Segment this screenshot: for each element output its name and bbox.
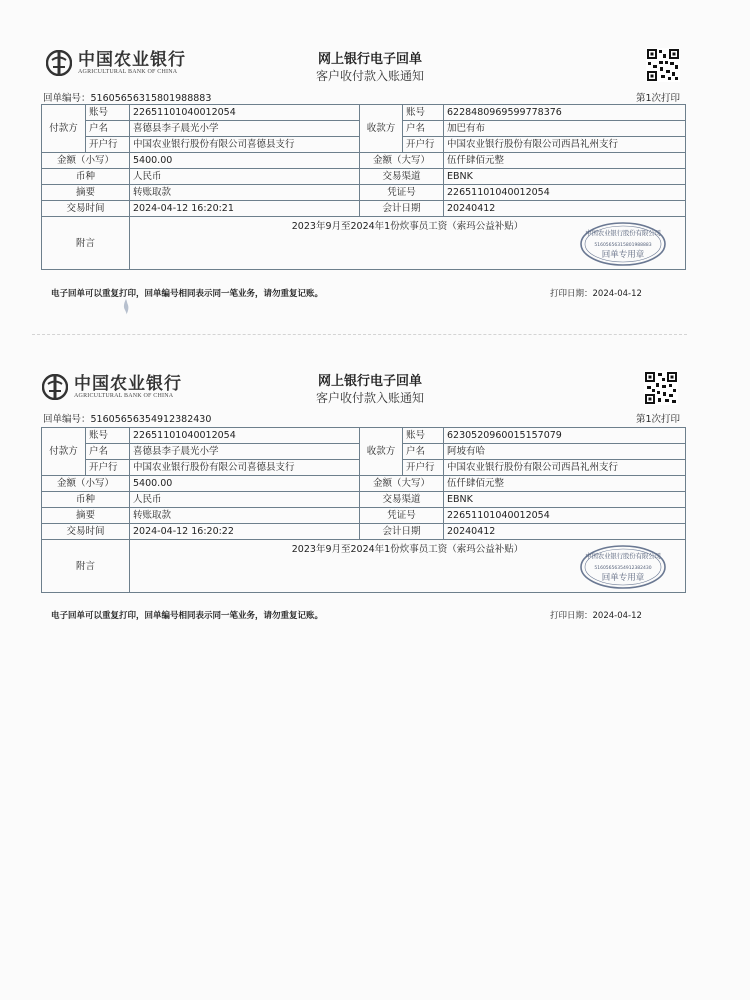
voucher: 22651101040012054	[444, 508, 686, 524]
print-date-value: 2024-04-12	[592, 611, 642, 621]
amount-num: 5400.00	[130, 153, 360, 169]
table-row	[42, 540, 686, 593]
amount-cn: 伍仟肆佰元整	[444, 476, 686, 492]
payee-account: 6228480969599778376	[444, 105, 686, 121]
abc-logo-icon	[42, 374, 68, 400]
trade-time: 2024-04-12 16:20:21	[130, 201, 360, 217]
summary-label: 摘要	[42, 508, 130, 524]
payer-account: 22651101040012054	[130, 428, 360, 444]
summary: 转账取款	[130, 508, 360, 524]
table-row	[42, 169, 686, 185]
footer-note: 电子回单可以重复打印，回单编号相同表示同一笔业务，请勿重复记账。	[51, 289, 324, 299]
payee-label: 收款方	[360, 105, 403, 153]
payer-name: 喜德县李子晨光小学	[130, 444, 360, 460]
payee-name-label: 户名	[403, 121, 444, 137]
stamp-number: 51605656354912382430	[594, 566, 652, 571]
amount-cn-label: 金额（大写）	[360, 476, 444, 492]
receipt-no-label: 回单编号：	[43, 93, 91, 104]
payer-bank: 中国农业银行股份有限公司喜德县支行	[130, 137, 360, 153]
payer-label: 付款方	[42, 105, 86, 153]
print-count: 第1次打印	[636, 414, 681, 425]
print-date-value: 2024-04-12	[592, 289, 642, 299]
voucher-label: 凭证号	[360, 508, 444, 524]
memo: 2023年9月至2024年1份炊事员工资（索玛公益补贴）	[291, 221, 524, 232]
summary-label: 摘要	[42, 185, 130, 201]
currency-label: 币种	[42, 169, 130, 185]
subtitle: 客户收付款入账通知	[315, 391, 424, 405]
table-row	[42, 492, 686, 508]
abc-logo-icon	[46, 50, 72, 76]
page-divider	[32, 334, 687, 335]
payer-bank-label: 开户行	[86, 460, 130, 476]
stamp-label: 回单专用章	[601, 573, 645, 583]
memo-cell	[130, 540, 686, 593]
stamp-ring-text: 中国农业银行股份有限公司	[585, 229, 661, 237]
smudge-mark	[121, 298, 131, 316]
bank-logo	[46, 50, 186, 76]
payer-label: 付款方	[42, 428, 86, 476]
memo-cell	[130, 217, 686, 270]
payee-name: 加巴有布	[444, 121, 686, 137]
bank-name-en: AGRICULTURAL BANK OF CHINA	[78, 69, 178, 75]
payee-bank-label: 开户行	[403, 460, 444, 476]
voucher-label: 凭证号	[360, 185, 444, 201]
payer-account: 22651101040012054	[130, 105, 360, 121]
title: 网上银行电子回单	[317, 52, 422, 67]
payee-label: 收款方	[360, 428, 403, 476]
receipt-table	[41, 427, 686, 593]
payee-name: 阿坡有哈	[444, 444, 686, 460]
table-row	[42, 508, 686, 524]
payee-account-label: 账号	[403, 428, 444, 444]
amount-cn-label: 金额（大写）	[360, 153, 444, 169]
print-count: 第1次打印	[636, 93, 681, 104]
receipt-no	[43, 411, 211, 425]
memo: 2023年9月至2024年1份炊事员工资（索玛公益补贴）	[291, 544, 524, 555]
doc-title	[250, 374, 490, 406]
payee-bank: 中国农业银行股份有限公司西昌礼州支行	[444, 137, 686, 153]
payer-name-label: 户名	[86, 121, 130, 137]
receipt-no	[43, 90, 211, 104]
payee-bank: 中国农业银行股份有限公司西昌礼州支行	[444, 460, 686, 476]
summary: 转账取款	[130, 185, 360, 201]
stamp-label: 回单专用章	[601, 250, 645, 260]
trade-time-label: 交易时间	[42, 201, 130, 217]
stamp-ring-text: 中国农业银行股份有限公司	[585, 552, 661, 560]
bank-logo	[42, 374, 182, 400]
footer-note: 电子回单可以重复打印，回单编号相同表示同一笔业务，请勿重复记账。	[51, 611, 324, 621]
currency: 人民币	[130, 492, 360, 508]
qr-code-icon	[646, 48, 680, 82]
trade-time-label: 交易时间	[42, 524, 130, 540]
payer-account-label: 账号	[86, 428, 130, 444]
acct-date-label: 会计日期	[360, 524, 444, 540]
qr-code-icon	[644, 371, 678, 405]
print-date	[550, 609, 642, 621]
receipt-table	[41, 104, 686, 270]
channel-label: 交易渠道	[360, 169, 444, 185]
bank-name-cn: 中国农业银行	[74, 374, 182, 394]
print-date-label: 打印日期：	[550, 289, 593, 299]
payer-name-label: 户名	[86, 444, 130, 460]
payer-bank-label: 开户行	[86, 137, 130, 153]
table-row	[42, 524, 686, 540]
payee-account-label: 账号	[403, 105, 444, 121]
payer-bank: 中国农业银行股份有限公司喜德县支行	[130, 460, 360, 476]
amount-num: 5400.00	[130, 476, 360, 492]
trade-time: 2024-04-12 16:20:22	[130, 524, 360, 540]
receipt-no-value: 51605656315801988883	[90, 93, 212, 104]
bank-name-en: AGRICULTURAL BANK OF CHINA	[74, 393, 174, 399]
acct-date-label: 会计日期	[360, 201, 444, 217]
table-row	[42, 476, 686, 492]
acct-date: 20240412	[444, 201, 686, 217]
payee-account: 6230520960015157079	[444, 428, 686, 444]
table-row	[42, 153, 686, 169]
receipt-no-label: 回单编号：	[43, 414, 91, 425]
memo-label: 附言	[42, 540, 130, 593]
currency-label: 币种	[42, 492, 130, 508]
payer-account-label: 账号	[86, 105, 130, 121]
amount-num-label: 金额（小写）	[42, 476, 130, 492]
voucher: 22651101040012054	[444, 185, 686, 201]
table-row	[42, 428, 686, 444]
subtitle: 客户收付款入账通知	[315, 69, 424, 83]
currency: 人民币	[130, 169, 360, 185]
doc-title	[250, 52, 490, 84]
print-date	[550, 287, 642, 299]
table-row	[42, 217, 686, 270]
bank-stamp	[579, 221, 667, 267]
print-date-label: 打印日期：	[550, 611, 593, 621]
table-row	[42, 105, 686, 121]
channel: EBNK	[444, 492, 686, 508]
stamp-number: 51605656315801988883	[594, 243, 652, 248]
channel-label: 交易渠道	[360, 492, 444, 508]
payee-bank-label: 开户行	[403, 137, 444, 153]
table-row	[42, 185, 686, 201]
channel: EBNK	[444, 169, 686, 185]
receipt-no-value: 51605656354912382430	[90, 414, 212, 425]
payer-name: 喜德县李子晨光小学	[130, 121, 360, 137]
memo-label: 附言	[42, 217, 130, 270]
acct-date: 20240412	[444, 524, 686, 540]
title: 网上银行电子回单	[317, 374, 422, 389]
amount-cn: 伍仟肆佰元整	[444, 153, 686, 169]
payee-name-label: 户名	[403, 444, 444, 460]
table-row	[42, 201, 686, 217]
bank-name-cn: 中国农业银行	[78, 50, 186, 70]
amount-num-label: 金额（小写）	[42, 153, 130, 169]
bank-stamp	[579, 544, 667, 590]
